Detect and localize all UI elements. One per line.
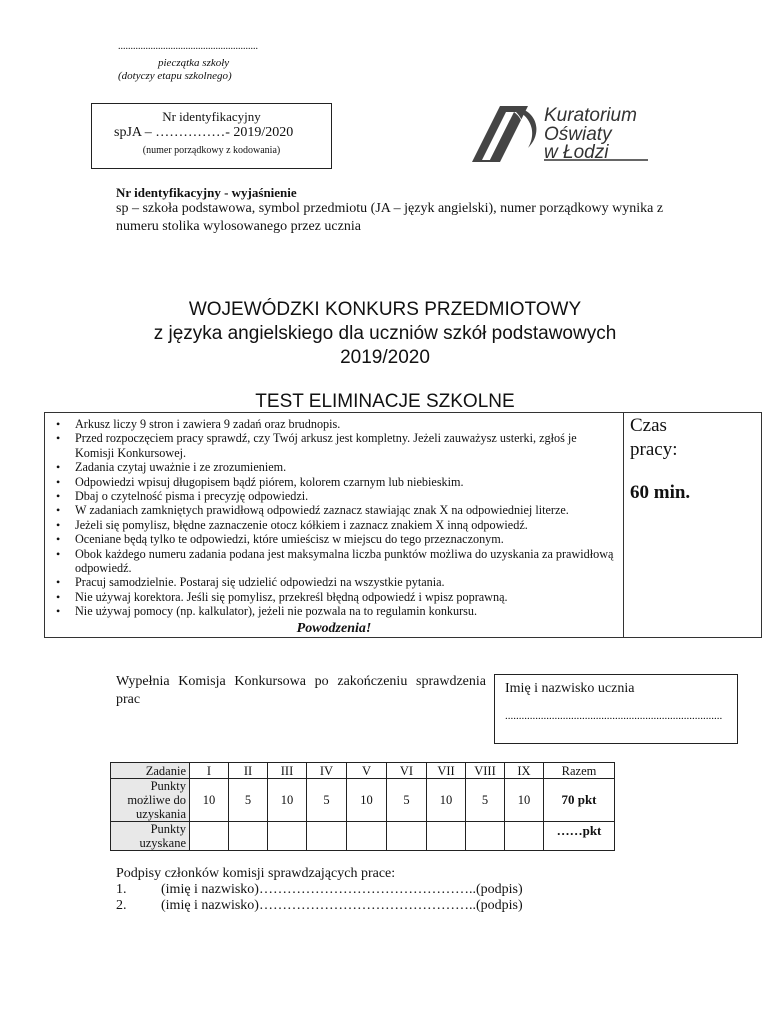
time-label-2: pracy: (630, 439, 678, 460)
instruction-item: • Nie używaj pomocy (np. kalkulator), jeżeli nie pozwala na to regulamin konkursu. (51, 604, 617, 618)
task-max-points: 10 (190, 779, 229, 822)
signatures-heading: Podpisy członków komisji sprawdzających prace: (116, 866, 396, 881)
test-title: TEST ELIMINACJE SZKOLNE (255, 391, 515, 412)
id-explanation-heading: Nr identyfikacyjny - wyjaśnienie (116, 185, 297, 200)
task-max-points: 5 (307, 779, 347, 822)
time-label: Czas (630, 415, 667, 436)
obtained-points-row-label: Punkty uzyskane (111, 822, 190, 851)
instruction-item: • Jeżeli się pomylisz, błędne zaznaczenie otocz kółkiem i zaznacz znakiem X inną odpowiedź. (51, 518, 617, 532)
task-max-points: 10 (427, 779, 466, 822)
total-max-points: 70 pkt (544, 779, 615, 822)
instruction-item: • Arkusz liczy 9 stron i zawiera 9 zadań oraz brudnopis. (51, 417, 617, 431)
task-obtained-points[interactable] (505, 822, 544, 851)
instructions-list (51, 417, 617, 619)
contest-title-line2: z języka angielskiego dla uczniów szkół podstawowych (153, 323, 617, 344)
task-header: VII (427, 763, 466, 779)
instruction-item: • Nie używaj korektora. Jeśli się pomylisz, przekreśl błędną odpowiedź i wpisz poprawną. (51, 590, 617, 604)
student-name-box (494, 674, 738, 744)
task-header: IX (505, 763, 544, 779)
task-max-points: 5 (387, 779, 427, 822)
task-obtained-points[interactable] (307, 822, 347, 851)
id-number-title: Nr identyfikacyjny (162, 109, 261, 124)
signature-text: (imię i nazwisko)………………………………………..(podpis) (161, 882, 523, 897)
table-row-max-points (111, 779, 615, 822)
scores-table (110, 762, 615, 851)
stamp-dots: ........................................................ (118, 41, 258, 52)
contest-title-line1: WOJEWÓDZKI KONKURS PRZEDMIOTOWY (188, 299, 582, 320)
time-value: 60 min. (630, 482, 691, 503)
id-number-code[interactable]: spJA – ……………- 2019/2020 (114, 125, 294, 140)
task-header: III (268, 763, 307, 779)
task-obtained-points[interactable] (268, 822, 307, 851)
student-name-label: Imię i nazwisko ucznia (505, 681, 635, 696)
task-max-points: 10 (268, 779, 307, 822)
id-number-note: (numer porządkowy z kodowania) (142, 145, 281, 156)
instruction-item: • Przed rozpoczęciem pracy sprawdź, czy Twój arkusz jest kompletny. Jeżeli zauważysz usterki, zgłoś je Komisji Konkursowej. (51, 431, 617, 460)
flame-emblem-icon (472, 106, 536, 162)
task-header: VIII (466, 763, 505, 779)
logo-text-line3: w Łodzi (544, 142, 609, 163)
stamp-label: pieczątka szkoły (158, 57, 230, 69)
task-max-points: 10 (505, 779, 544, 822)
task-obtained-points[interactable] (347, 822, 387, 851)
task-header: I (190, 763, 229, 779)
instruction-item: • Odpowiedzi wpisuj długopisem bądź piórem, kolorem czarnym lub niebieskim. (51, 475, 617, 489)
signature-number: 2. (116, 898, 127, 913)
task-obtained-points[interactable] (466, 822, 505, 851)
signature-line[interactable] (116, 882, 523, 898)
stamp-note: (dotyczy etapu szkolnego) (118, 70, 232, 82)
table-row-obtained-points (111, 822, 615, 851)
task-header: IV (307, 763, 347, 779)
task-obtained-points[interactable] (387, 822, 427, 851)
instructions-divider (623, 413, 624, 637)
table-row-tasks (111, 763, 615, 779)
task-header: V (347, 763, 387, 779)
contest-year: 2019/2020 (340, 347, 430, 368)
instruction-item: • W zadaniach zamkniętych prawidłową odpowiedź zaznacz stawiając znak X na odpowiedniej literze. (51, 503, 617, 517)
logo-text-line1: Kuratorium (544, 105, 637, 126)
commission-note: Wypełnia Komisja Konkursowa po zakończeniu sprawdzenia prac (116, 674, 486, 707)
instruction-item: • Pracuj samodzielnie. Postaraj się udzielić odpowiedzi na wszystkie pytania. (51, 575, 617, 589)
instruction-item: • Oceniane będą tylko te odpowiedzi, które umieścisz w miejscu do tego przeznaczonym. (51, 532, 617, 546)
task-max-points: 5 (229, 779, 268, 822)
task-obtained-points[interactable] (229, 822, 268, 851)
instructions-box (44, 412, 762, 638)
signature-number: 1. (116, 882, 127, 897)
total-obtained-points[interactable]: ……pkt (544, 822, 615, 851)
signature-line[interactable] (116, 898, 523, 914)
good-luck-text: Powodzenia! (296, 621, 372, 636)
task-header: VI (387, 763, 427, 779)
kuratorium-logo (470, 100, 660, 165)
max-points-row-label: Punkty możliwe do uzyskania (111, 779, 190, 822)
id-number-box (91, 103, 332, 169)
logo-text-line2: Oświaty (544, 124, 612, 145)
task-header: II (229, 763, 268, 779)
task-obtained-points[interactable] (190, 822, 229, 851)
task-obtained-points[interactable] (427, 822, 466, 851)
instruction-item: • Dbaj o czytelność pisma i precyzję odpowiedzi. (51, 489, 617, 503)
student-name-field[interactable]: ............................................................................... (505, 710, 723, 722)
task-max-points: 5 (466, 779, 505, 822)
task-max-points: 10 (347, 779, 387, 822)
total-header: Razem (544, 763, 615, 779)
tasks-row-label: Zadanie (111, 763, 190, 779)
instruction-item: • Obok każdego numeru zadania podana jest maksymalna liczba punktów możliwa do uzyskania za prawidłową odpowiedź. (51, 547, 617, 576)
id-explanation-body: sp – szkoła podstawowa, symbol przedmiotu (JA – język angielski), numer porządkowy wynika z numeru stolika wylosowanego przez ucznia (116, 201, 664, 234)
signature-text: (imię i nazwisko)………………………………………..(podpis) (161, 898, 523, 913)
instruction-item: • Zadania czytaj uważnie i ze zrozumieniem. (51, 460, 617, 474)
